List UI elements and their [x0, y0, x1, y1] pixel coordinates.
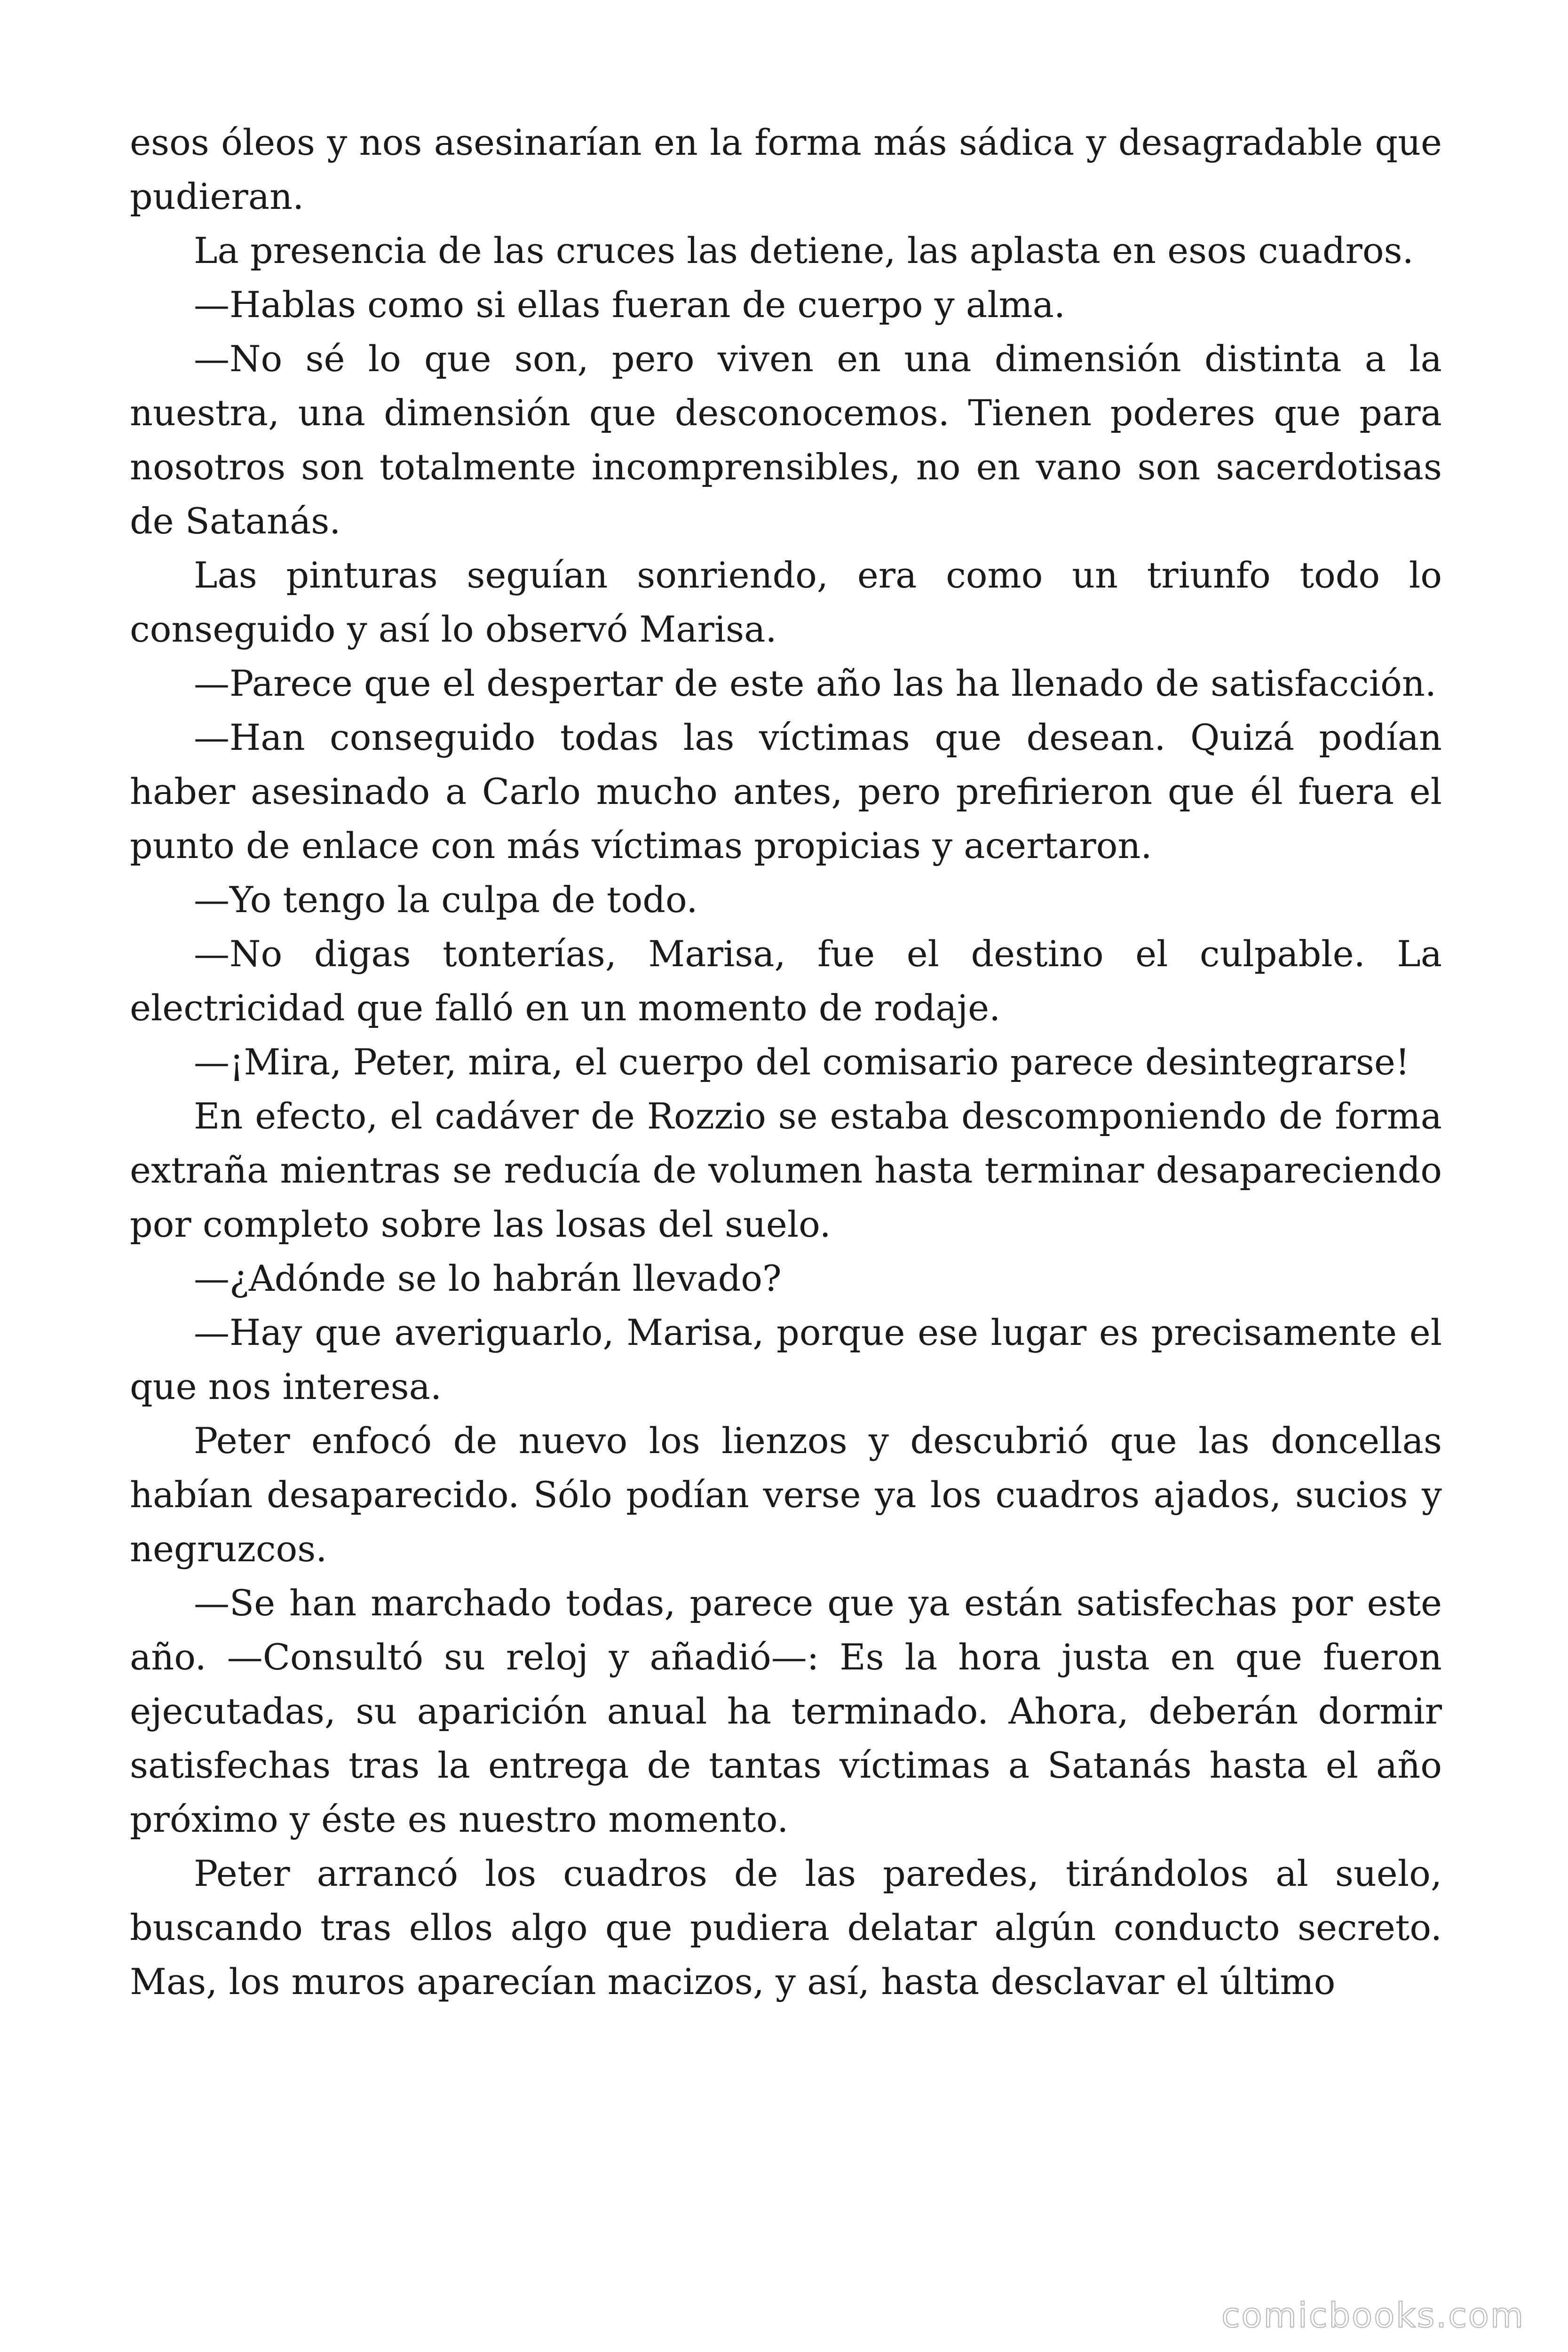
paragraph-6: —Parece que el despertar de este año las ha llenado de satisfacción.	[194, 662, 1437, 704]
paragraph-3: —Hablas como si ellas fueran de cuerpo y alma.	[194, 284, 1066, 326]
watermark: comicbooks.com	[1221, 2296, 1525, 2335]
paragraph-9: —No digas tonterías, Marisa, fue el destino el culpable. La electricidad que falló en un momento de rodaje.	[130, 933, 1442, 1029]
paragraph-12: —¿Adónde se lo habrán llevado?	[194, 1257, 782, 1299]
body-text	[130, 115, 1442, 2009]
paragraph-7: —Han conseguido todas las víctimas que desean. Quizá podían haber asesinado a Carlo mucho antes, pero prefirieron que él fuera el punto de enlace con más víctimas propicias y acertaron.	[130, 716, 1442, 866]
paragraph-11: En efecto, el cadáver de Rozzio se estaba descomponiendo de forma extraña mientras se reducía de volumen hasta terminar desapareciendo por completo sobre las losas del suelo.	[130, 1095, 1442, 1245]
paragraph-8: —Yo tengo la culpa de todo.	[194, 879, 698, 921]
paragraph-1: esos óleos y nos asesinarían en la forma más sádica y desagradable que pudieran.	[130, 121, 1442, 217]
paragraph-2: La presencia de las cruces las detiene, las aplasta en esos cuadros.	[194, 230, 1414, 271]
paragraph-14: Peter enfocó de nuevo los lienzos y descubrió que las doncellas habían desaparecido. Sólo podían verse ya los cuadros ajados, sucios y negruzcos.	[130, 1420, 1442, 1570]
paragraph-15: —Se han marchado todas, parece que ya están satisfechas por este año. —Consultó su reloj y añadió—: Es la hora justa en que fueron ejecutadas, su aparición anual ha terminado. Ahora, deberán dormir satisfechas tras la entrega de tantas víctimas a Satanás hasta el año próximo y éste es nuestro momento.	[130, 1582, 1442, 1840]
paragraph-5: Las pinturas seguían sonriendo, era como un triunfo todo lo conseguido y así lo observó Marisa.	[130, 554, 1442, 650]
paragraph-13: —Hay que averiguarlo, Marisa, porque ese lugar es precisamente el que nos interesa.	[130, 1311, 1442, 1407]
paragraph-16: Peter arrancó los cuadros de las paredes, tirándolos al suelo, buscando tras ellos algo que pudiera delatar algún conducto secreto. Mas, los muros aparecían macizos, y así, hasta desclavar el último	[130, 1852, 1442, 2002]
paragraph-10: —¡Mira, Peter, mira, el cuerpo del comisario parece desintegrarse!	[194, 1041, 1410, 1083]
paragraph-4: —No sé lo que son, pero viven en una dimensión distinta a la nuestra, una dimensión que desconocemos. Tienen poderes que para nosotros son totalmente incomprensibles, no en vano son sacerdotisas de Satanás.	[130, 338, 1442, 542]
